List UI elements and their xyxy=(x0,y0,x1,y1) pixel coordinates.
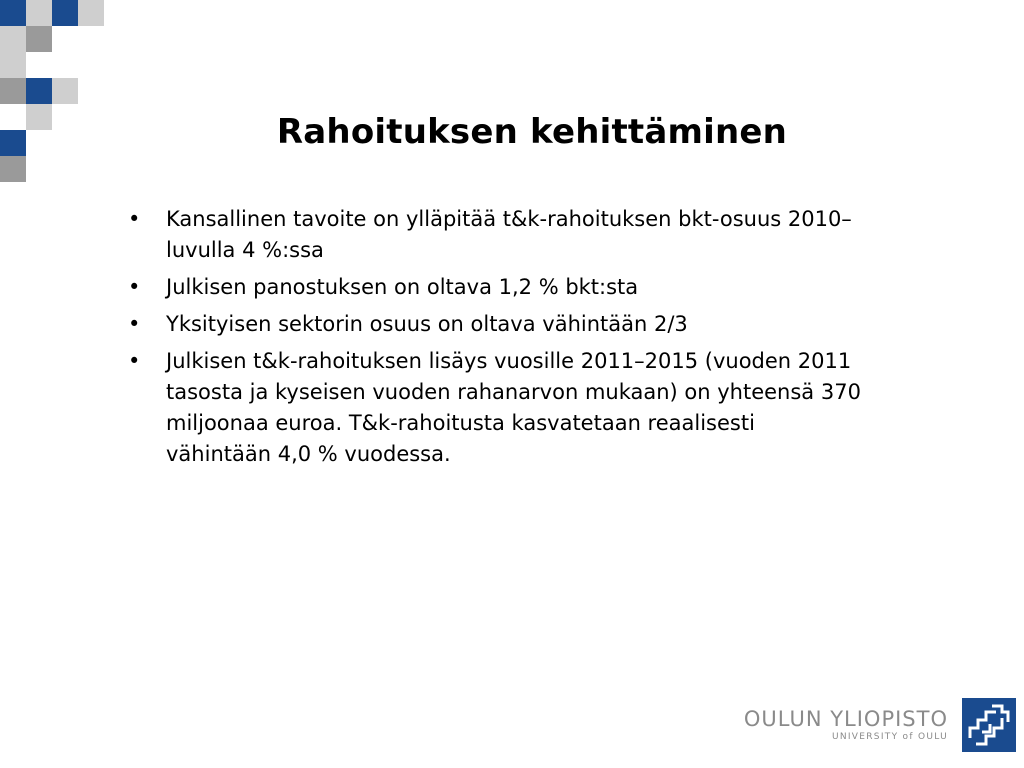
pattern-square xyxy=(0,52,26,78)
bullet-dot-icon: • xyxy=(128,207,141,231)
pattern-square xyxy=(0,26,26,52)
logo-sub-text: UNIVERSITY of OULU xyxy=(831,732,948,742)
bullet-text: Yksityisen sektorin osuus on oltava vähintään 2/3 xyxy=(166,312,688,336)
logo-main-text: OULUN YLIOPISTO xyxy=(743,707,948,731)
bullet-text: Kansallinen tavoite on ylläpitää t&k-rahoituksen bkt-osuus 2010–luvulla 4 %:ssa xyxy=(166,207,852,262)
university-emblem-icon xyxy=(962,698,1016,752)
pattern-square xyxy=(0,78,26,104)
bullet-item xyxy=(126,272,866,303)
slide-title: Rahoituksen kehittäminen xyxy=(276,112,788,152)
logo-text xyxy=(744,707,948,743)
pattern-square xyxy=(26,78,52,104)
pattern-square xyxy=(52,78,78,104)
bullet-text: Julkisen t&k-rahoituksen lisäys vuosille 2011–2015 (vuoden 2011 tasosta ja kyseisen vuoden rahanarvon mukaan) on yhteensä 370 miljoonaa euroa. T&k-rahoitusta kasvatetaan reaalisesti vähintään 4,0 % vuodessa. xyxy=(166,349,861,466)
bullet-item xyxy=(126,346,866,470)
pattern-square xyxy=(0,0,26,26)
pattern-square xyxy=(26,0,52,26)
pattern-square xyxy=(0,156,26,182)
bullet-list xyxy=(126,204,866,476)
bullet-item xyxy=(126,204,866,266)
university-logo xyxy=(744,698,1016,752)
pattern-square xyxy=(52,0,78,26)
pattern-square xyxy=(78,0,104,26)
bullet-text: Julkisen panostuksen on oltava 1,2 % bkt:sta xyxy=(166,275,639,299)
pattern-square xyxy=(26,26,52,52)
bullet-dot-icon: • xyxy=(128,349,141,373)
bullet-dot-icon: • xyxy=(128,275,141,299)
bullet-dot-icon: • xyxy=(128,312,141,336)
bullet-item xyxy=(126,309,866,340)
